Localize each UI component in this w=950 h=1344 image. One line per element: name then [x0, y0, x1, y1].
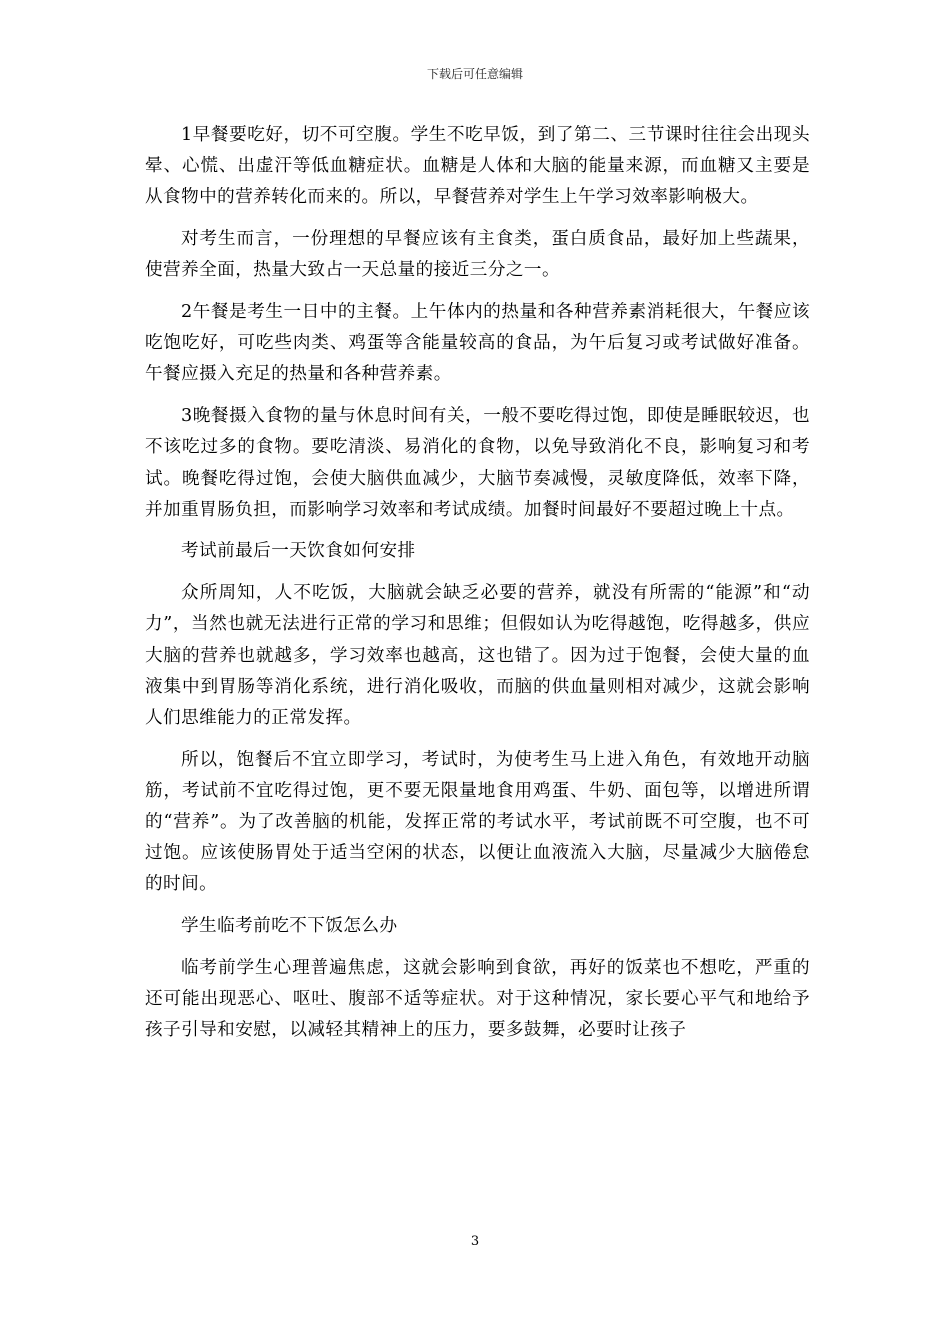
paragraph-dinner: 3晚餐摄入食物的量与休息时间有关，一般不要吃得过饱，即使是睡眠较迟，也不该吃过多的食物。要吃清淡、易消化的食物，以免导致消化不良，影响复习和考试。晚餐吃得过饱，会使大脑供血减少，大脑节奏减慢，灵敏度降低，效率下降，并加重胃肠负担，而影响学习效率和考试成绩。加餐时间最好不要超过晚上十点。 — [145, 406, 810, 520]
page-number: 3 — [470, 1234, 480, 1249]
paragraph-ideal-breakfast: 对考生而言，一份理想的早餐应该有主食类，蛋白质食品，最好加上些蔬果，使营养全面，热量大致占一天总量的接近三分之一。 — [145, 229, 810, 281]
section-heading-last-day: 考试前最后一天饮食如何安排 — [181, 541, 416, 562]
paragraph-anxiety: 临考前学生心理普遍焦虑，这就会影响到食欲，再好的饭菜也不想吃，严重的还可能出现恶心、呕吐、腹部不适等症状。对于这种情况，家长要心平气和地给予孩子引导和安慰，以减轻其精神上的压力，要多鼓舞，必要时让孩子 — [145, 957, 810, 1041]
page-header: 下载后可任意编辑 — [426, 67, 523, 81]
paragraph-breakfast: 1早餐要吃好，切不可空腹。学生不吃早饭，到了第二、三节课时往往会出现头晕、心慌、出虚汗等低血糖症状。血糖是人体和大脑的能量来源，而血糖又主要是从食物中的营养转化而来的。所以，早餐营养对学生上午学习效率影响极大。 — [145, 125, 810, 208]
section-heading-no-appetite: 学生临考前吃不下饭怎么办 — [181, 916, 398, 937]
paragraph-lunch: 2午餐是考生一日中的主餐。上午体内的热量和各种营养素消耗很大，午餐应该吃饱吃好，可吃些肉类、鸡蛋等含能量较高的食品，为午后复习或考试做好准备。午餐应摄入充足的热量和各种营养素。 — [145, 302, 810, 385]
paragraph-after-meal: 所以，饱餐后不宜立即学习，考试时，为使考生马上进入角色，有效地开动脑筋，考试前不宜吃得过饱，更不要无限量地食用鸡蛋、牛奶、面包等，以增进所谓的“营养”。为了改善脑的机能，发挥正常的考试水平，考试前既不可空腹，也不可过饱。应该使肠胃处于适当空闲的状态，以便让血液流入大脑，尽量减少大脑倦怠的时间。 — [145, 749, 810, 895]
document-body — [145, 120, 810, 1057]
paragraph-nutrition: 众所周知，人不吃饭，大脑就会缺乏必要的营养，就没有所需的“能源”和“动力”，当然也就无法进行正常的学习和思维；但假如认为吃得越饱，吃得越多，供应大脑的营养也就越多，学习效率也越高，这也错了。因为过于饱餐，会使大量的血液集中到胃肠等消化系统，进行消化吸收，而脑的供血量则相对减少，这就会影响人们思维能力的正常发挥。 — [145, 583, 810, 728]
